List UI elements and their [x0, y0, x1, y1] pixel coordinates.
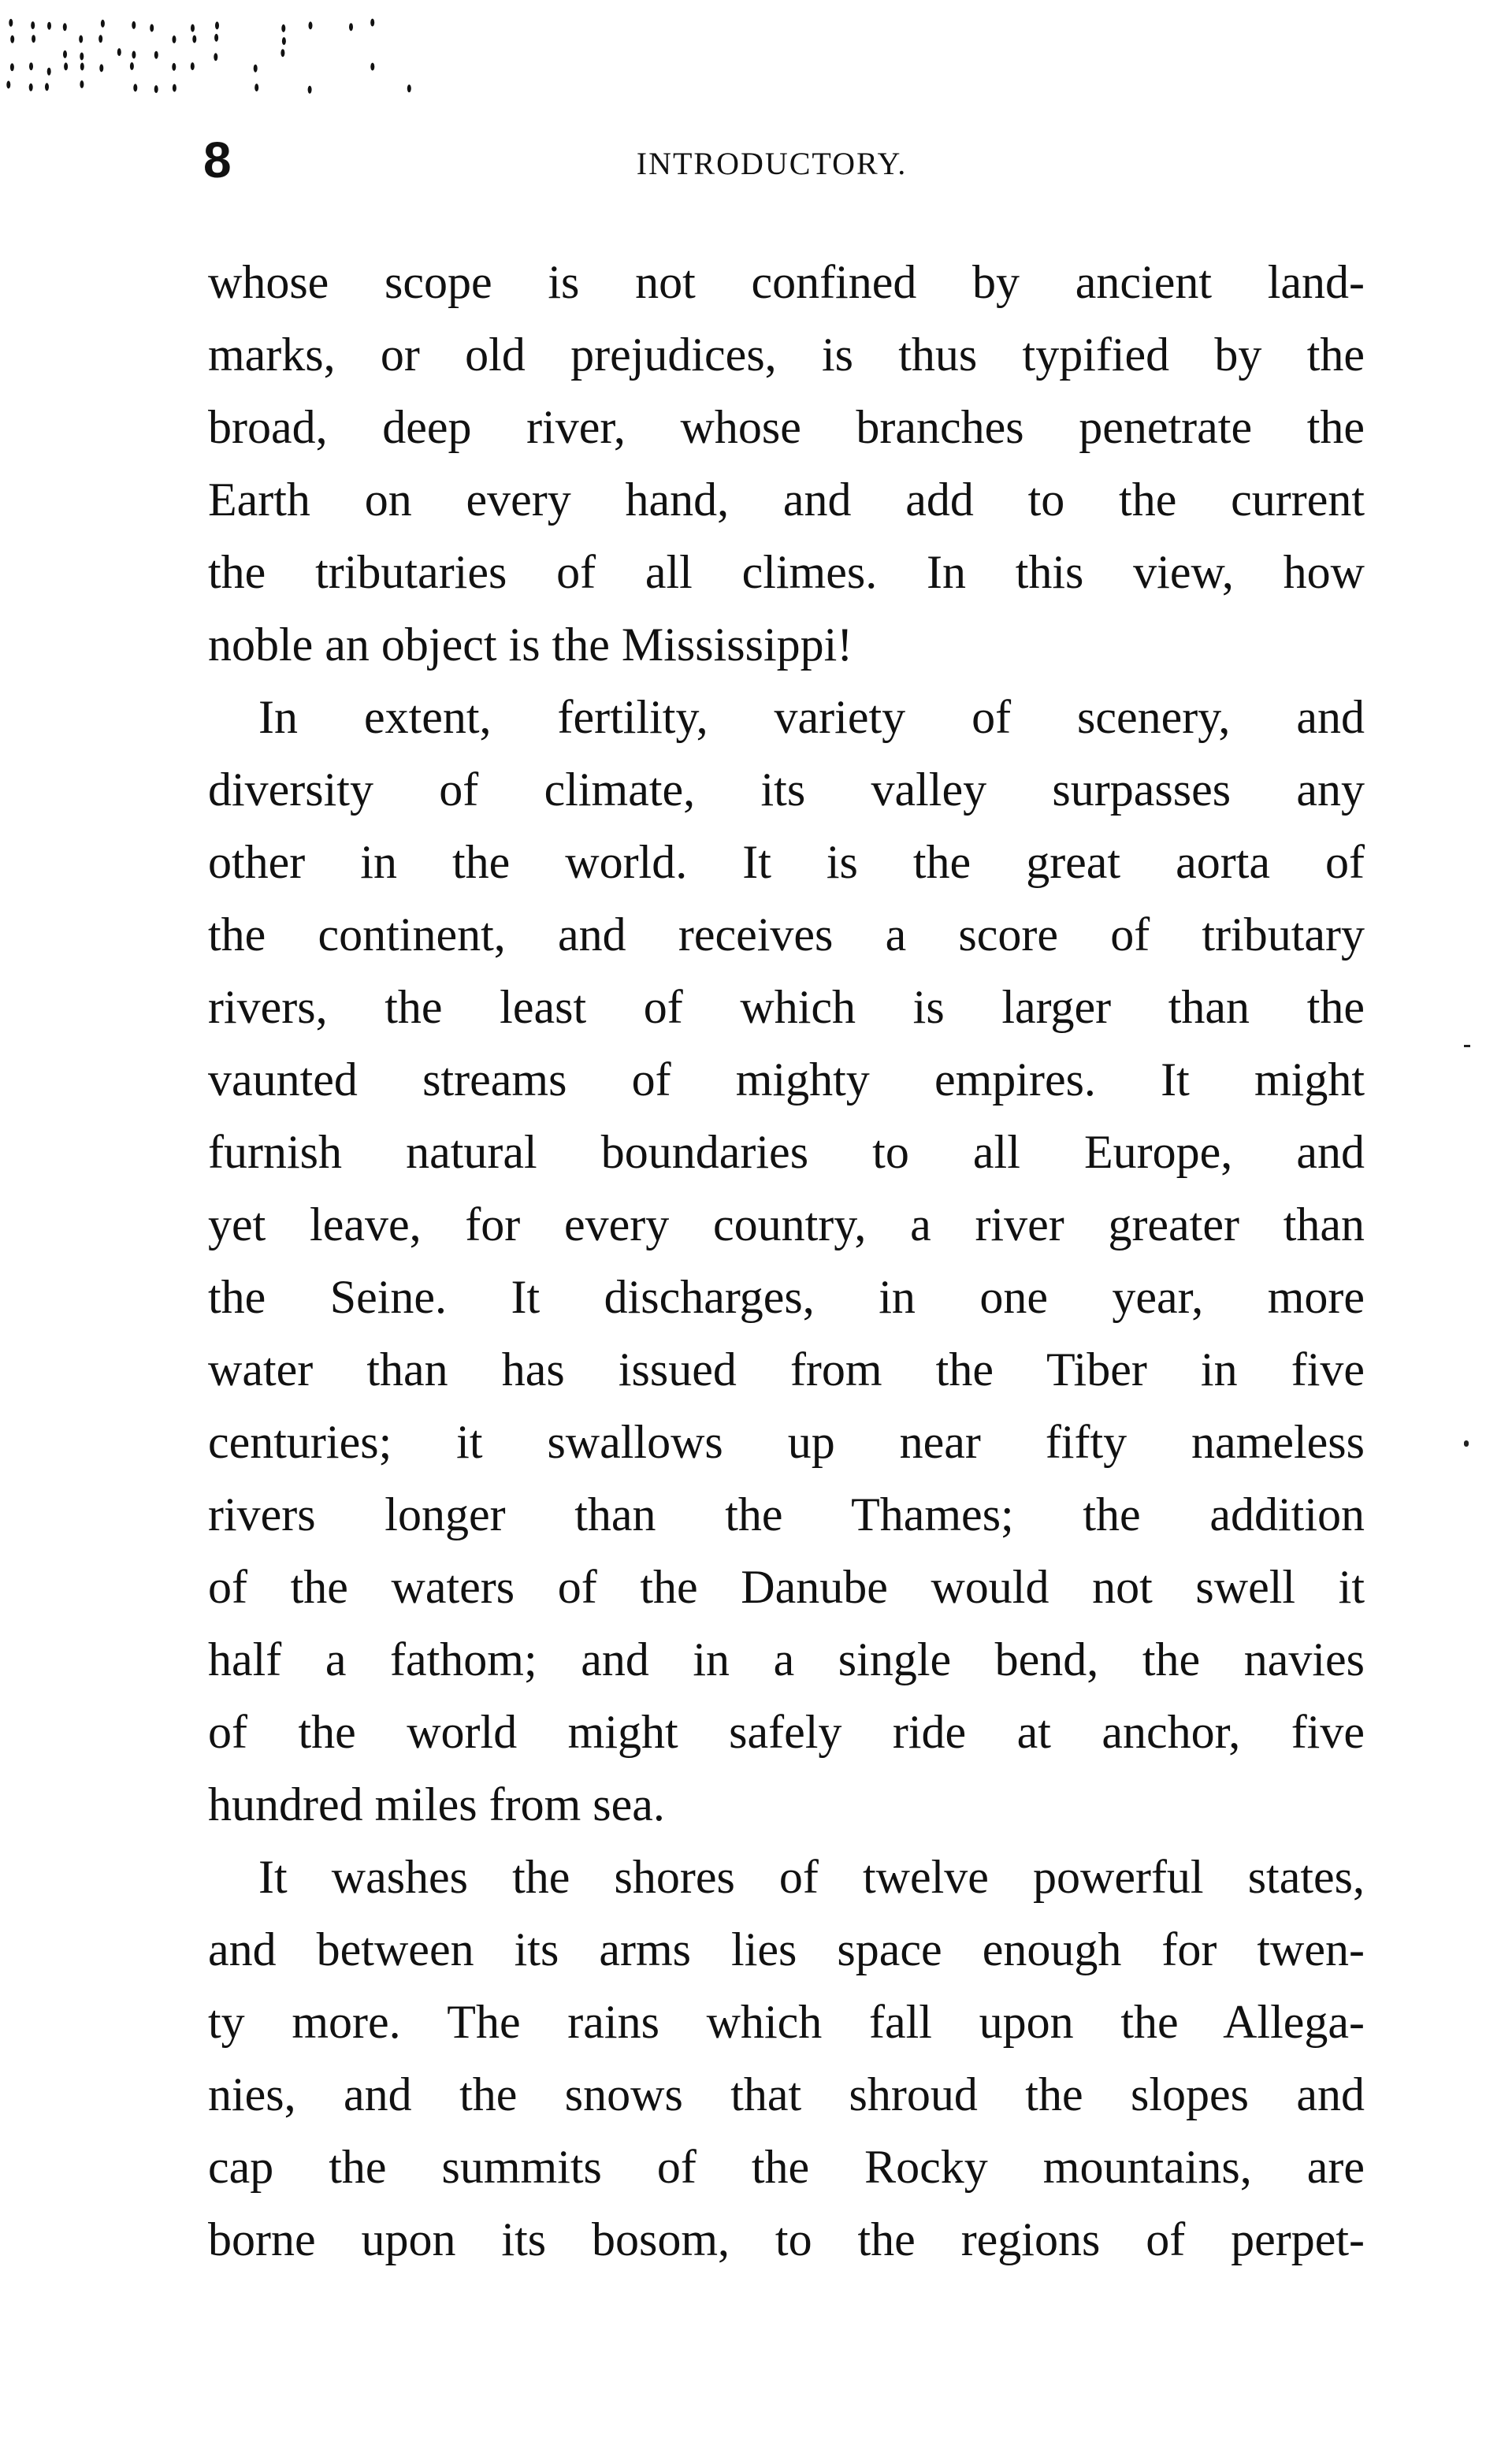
text-line: broad, deep river, whose branches penetrate the: [208, 401, 1365, 453]
text-line: rivers, the least of which is larger than the: [208, 981, 1365, 1033]
text-line: the Seine. It discharges, in one year, more: [208, 1271, 1365, 1323]
ornament-dot: [280, 49, 284, 57]
ornament-dot: [281, 24, 285, 32]
ornament-dot: [191, 24, 195, 32]
ornament-dot: [79, 35, 83, 43]
text-line: of the waters of the Danube would not swell it: [208, 1561, 1365, 1613]
ornament-dot: [45, 83, 49, 91]
text-line: water than has issued from the Tiber in five: [208, 1343, 1365, 1395]
text-line: rivers longer than the Thames; the addition: [208, 1488, 1365, 1540]
ornament-dot: [47, 22, 51, 30]
ornament-dot: [173, 35, 176, 43]
ornament-dot: [99, 64, 103, 72]
text-line: the continent, and receives a score of tributary: [208, 909, 1365, 961]
ornament-dot: [172, 63, 176, 71]
text-line: nies, and the snows that shroud the slopes and: [208, 2068, 1365, 2120]
ornament-dot: [63, 23, 67, 31]
text-line: whose scope is not confined by ancient land-: [208, 256, 1365, 308]
ornament-dot: [191, 62, 195, 70]
ornament-dot: [6, 81, 10, 89]
ornament-dot: [215, 21, 219, 29]
text-line: ty more. The rains which fall upon the Allega-: [208, 1996, 1365, 2048]
ornament-dot: [101, 20, 105, 28]
ornament-dot: [29, 62, 33, 70]
ornament-dot: [64, 62, 68, 70]
ornament-dot: [308, 86, 312, 94]
text-line: borne upon its bosom, to the regions of perpet-: [208, 2213, 1365, 2265]
running-head: INTRODUCTORY.: [636, 146, 908, 181]
ornament-dot: [192, 35, 196, 43]
ornament-dot: [132, 51, 136, 59]
ornament-dot: [407, 84, 411, 92]
text-line: cap the summits of the Rocky mountains, are: [208, 2141, 1365, 2193]
print-bleed-ornament: [0, 0, 552, 102]
margin-dash: [1464, 1045, 1470, 1047]
ornament-dot: [349, 23, 353, 31]
ornament-dot: [47, 68, 51, 76]
text-line: diversity of climate, its valley surpasses any: [208, 764, 1365, 816]
ornament-dot: [370, 63, 374, 71]
text-line: furnish natural boundaries to all Europe, and: [208, 1126, 1365, 1178]
ornament-dot: [32, 35, 35, 43]
ornament-dot: [117, 48, 121, 56]
ornament-dot: [130, 62, 134, 70]
ornament-dot: [29, 84, 33, 91]
ornament-dot: [254, 65, 258, 72]
ornament-dot: [282, 37, 286, 45]
ornament-dot: [214, 34, 218, 42]
ornament-dot: [10, 35, 14, 43]
text-line: noble an object is the Mississippi!: [208, 619, 853, 671]
text-line: and between its arms lies space enough for twen-: [208, 1923, 1365, 1975]
ornament-dot: [154, 51, 158, 59]
ornament-dot: [132, 21, 136, 29]
text-line: Earth on every hand, and add to the current: [208, 474, 1365, 526]
ornament-dot: [80, 63, 84, 71]
text-line: half a fathom; and in a single bend, the navies: [208, 1633, 1365, 1685]
ornament-dot: [370, 19, 374, 27]
ornament-dot: [63, 50, 67, 58]
text-line: vaunted streams of mighty empires. It might: [208, 1054, 1365, 1106]
text-line: centuries; it swallows up near fifty nameless: [208, 1416, 1365, 1468]
page-number: 8: [203, 132, 232, 188]
text-line: of the world might safely ride at anchor, five: [208, 1706, 1365, 1758]
ornament-dot: [309, 21, 313, 29]
ornament-dot: [9, 19, 13, 27]
text-line: other in the world. It is the great aorta of: [208, 836, 1365, 888]
margin-dot: [1464, 1440, 1469, 1447]
ornament-dot: [214, 53, 217, 61]
ornament-dot: [150, 24, 154, 32]
ornament-dot: [254, 84, 258, 91]
text-line: yet leave, for every country, a river greater than: [208, 1198, 1365, 1251]
body-text: [208, 246, 1365, 2276]
ornament-dot: [133, 84, 137, 91]
ornament-dot: [80, 80, 84, 88]
ornament-dot: [154, 85, 158, 93]
ornament-dot: [80, 53, 84, 61]
ornament-dot: [173, 84, 176, 92]
ornament-dot: [10, 63, 14, 71]
text-line: the tributaries of all climes. In this view, how: [208, 546, 1365, 598]
text-line: In extent, fertility, variety of scenery, and: [258, 691, 1365, 743]
text-line: hundred miles from sea.: [208, 1778, 665, 1830]
ornament-dot: [31, 21, 35, 29]
text-line: marks, or old prejudices, is thus typified by the: [208, 329, 1365, 381]
ornament-dot: [98, 35, 102, 43]
text-line: It washes the shores of twelve powerful states,: [258, 1851, 1365, 1903]
